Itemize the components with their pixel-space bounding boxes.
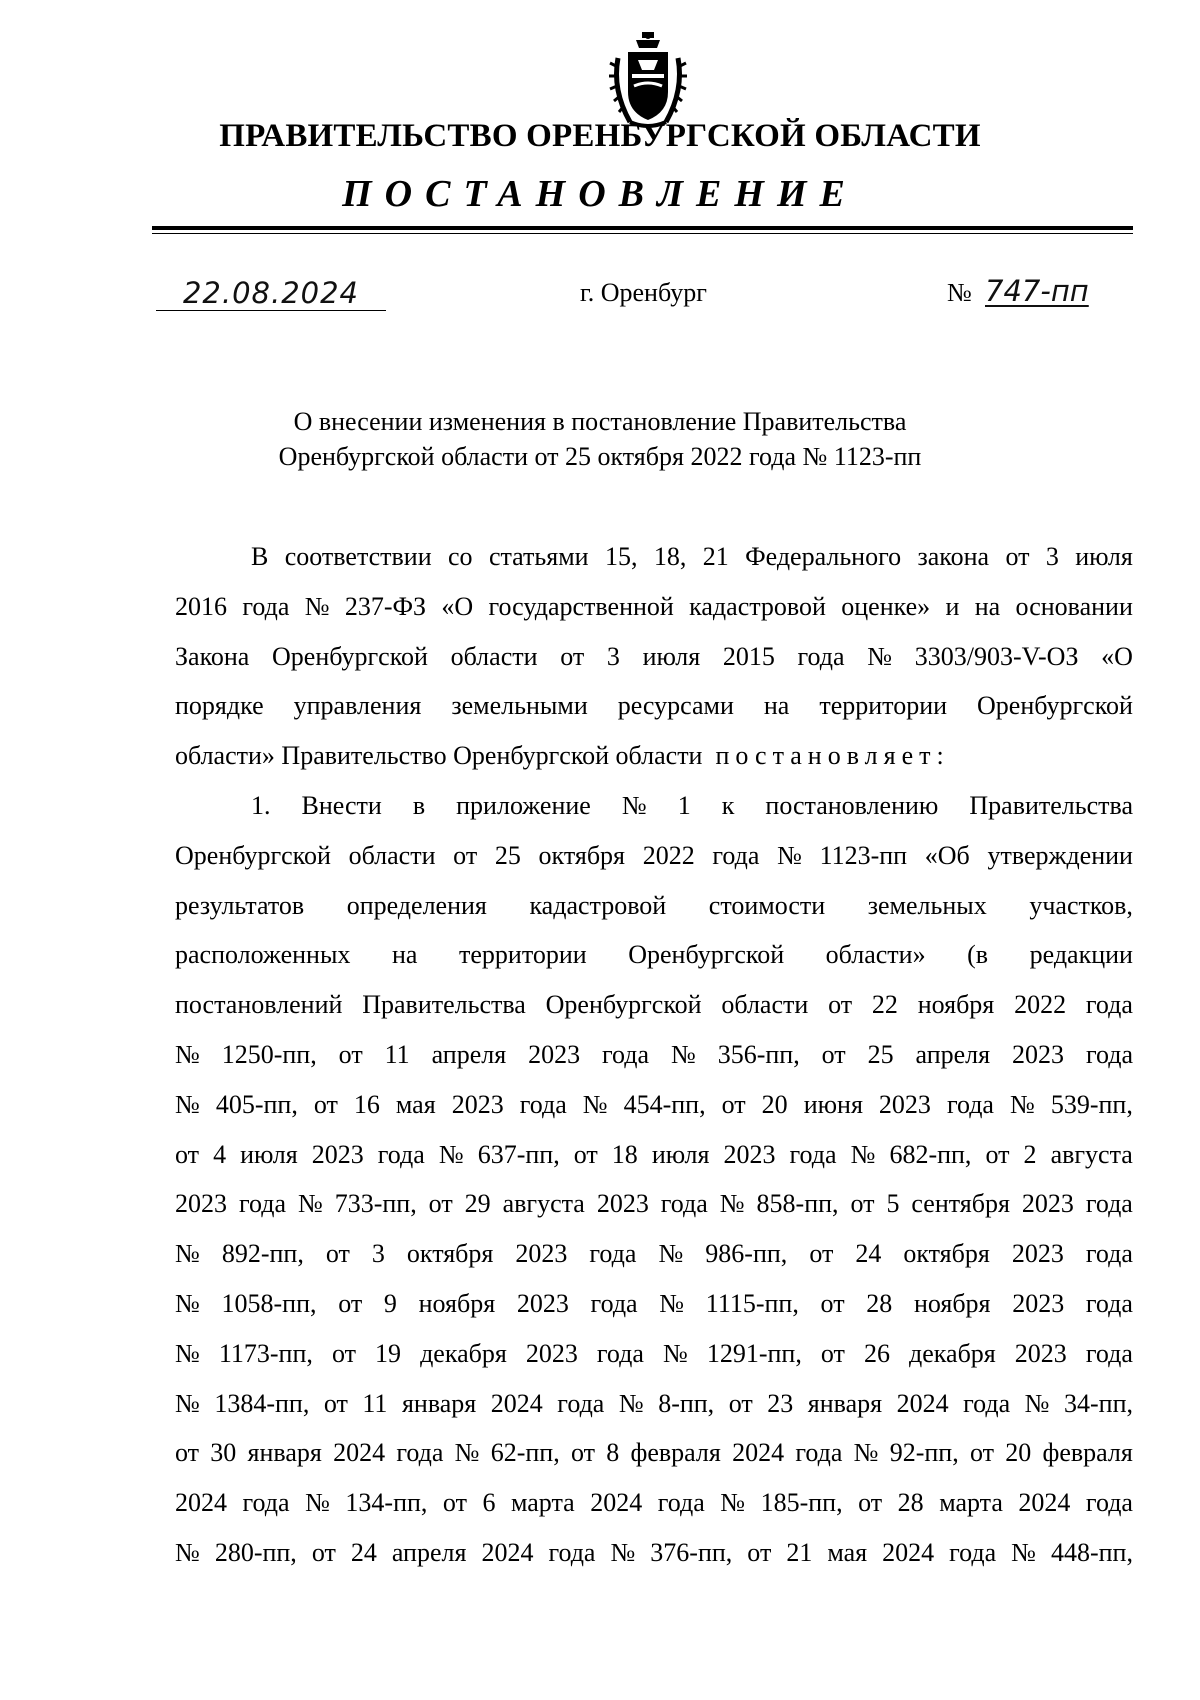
document-subject [0, 404, 1200, 474]
body-line: № 1250-пп, от 11 апреля 2023 года № 356-пп, от 25 апреля 2023 года [175, 1039, 1133, 1069]
body-line: от 30 января 2024 года № 62-пп, от 8 февраля 2024 года № 92-пп, от 20 февраля [175, 1438, 1133, 1468]
body-line: № 1384-пп, от 11 января 2024 года № 8-пп, от 23 января 2024 года № 34-пп, [175, 1388, 1133, 1418]
subject-line: О внесении изменения в постановление Правительства [293, 407, 907, 436]
body-line: № 1058-пп, от 9 ноября 2023 года № 1115-пп, от 28 ноября 2023 года [175, 1288, 1133, 1318]
body-line: № 892-пп, от 3 октября 2023 года № 986-пп, от 24 октября 2023 года [175, 1239, 1133, 1269]
number-label: № [947, 278, 972, 307]
organization-title: ПРАВИТЕЛЬСТВО ОРЕНБУРГСКОЙ ОБЛАСТИ [219, 118, 981, 154]
document-number: 747-пп [985, 274, 1089, 308]
document-type-title: ПОСТАНОВЛЕНИЕ [342, 173, 858, 215]
body-line-text: области» Правительство Оренбургской области [175, 741, 703, 771]
body-line: результатов определения кадастровой стоимости земельных участков, [175, 890, 1133, 920]
body-line-decree [175, 731, 1133, 781]
body-line: 2016 года № 237-ФЗ «О государственной кадастровой оценке» и на основании [175, 591, 1133, 621]
header-divider [152, 226, 1133, 230]
body-line: 2023 года № 733-пп, от 29 августа 2023 года № 858-пп, от 5 сентября 2023 года [175, 1189, 1133, 1219]
body-line: расположенных на территории Оренбургской области» (в редакции [175, 940, 1133, 970]
body-line: № 280-пп, от 24 апреля 2024 года № 376-пп, от 21 мая 2024 года № 448-пп, [175, 1537, 1133, 1567]
subject-line: Оренбургской области от 25 октября 2022 года № 1123-пп [278, 442, 922, 471]
body-line: В соответствии со статьями 15, 18, 21 Федерального закона от 3 июля [251, 542, 1133, 571]
document-city: г. Оренбург [580, 278, 707, 307]
header-divider-thin [152, 233, 1133, 234]
body-line: постановлений Правительства Оренбургской области от 22 ноября 2022 года [175, 990, 1133, 1020]
body-line: № 405-пп, от 16 мая 2023 года № 454-пп, от 20 июня 2023 года № 539-пп, [175, 1089, 1133, 1119]
body-line: № 1173-пп, от 19 декабря 2023 года № 1291-пп, от 26 декабря 2023 года [175, 1338, 1133, 1368]
body-line: 2024 года № 134-пп, от 6 марта 2024 года № 185-пп, от 28 марта 2024 года [175, 1488, 1133, 1518]
body-line: Оренбургской области от 25 октября 2022 года № 1123-пп «Об утверждении [175, 840, 1133, 870]
coat-of-arms-icon [608, 30, 688, 130]
document-body [175, 532, 1133, 1578]
body-line: 1. Внести в приложение № 1 к постановлению Правительства [251, 790, 1133, 820]
body-line: порядке управления земельными ресурсами на территории Оренбургской [175, 691, 1133, 721]
body-line: Закона Оренбургской области от 3 июля 2015 года № 3303/903-V-ОЗ «О [175, 641, 1133, 671]
decree-word: постановляет: [715, 741, 950, 771]
body-line: от 4 июля 2023 года № 637-пп, от 18 июля 2023 года № 682-пп, от 2 августа [175, 1139, 1133, 1169]
document-date: 22.08.2024 [156, 276, 386, 311]
